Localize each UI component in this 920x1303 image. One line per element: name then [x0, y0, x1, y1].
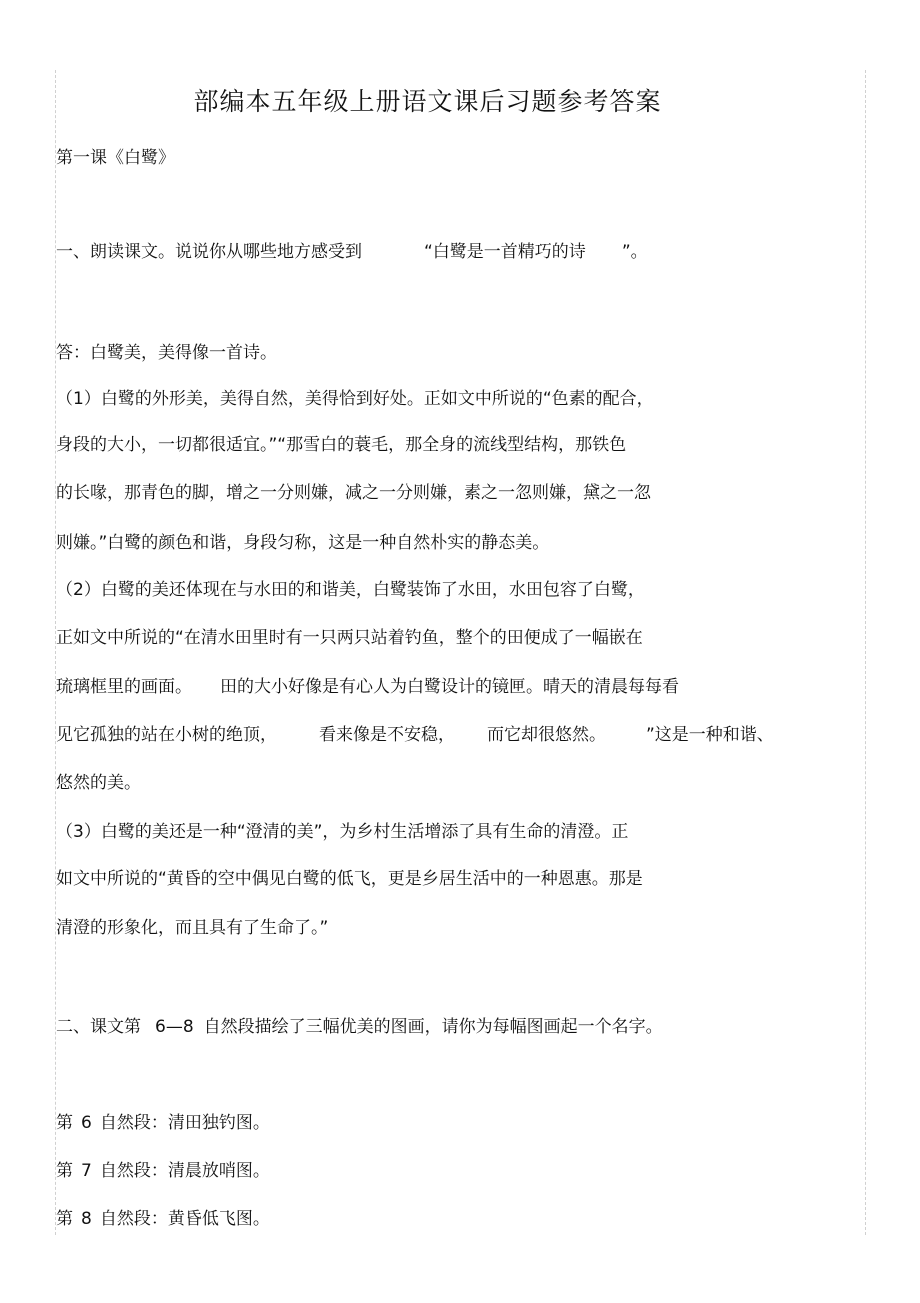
- answer-2-item: [56, 1207, 270, 1231]
- question-2-segment: 自然段描绘了三幅优美的图画，请你为每幅图画起一个名字。: [203, 1017, 663, 1037]
- paragraph-2-segment: 见它孤独的站在小树的绝顶，: [56, 725, 277, 745]
- answer-2-number: 8: [81, 1209, 92, 1229]
- answer-2-prefix: 第: [56, 1209, 73, 1229]
- answer-2-prefix: 第: [56, 1113, 73, 1133]
- lesson-heading: 第一课《白鹭》: [56, 148, 175, 168]
- paragraph-3-line: 如文中所说的“黄昏的空中偶见白鹭的低飞，更是乡居生活中的一种恩惠。那是: [56, 869, 643, 889]
- question-1-quote: “白鹭是一首精巧的诗: [424, 242, 586, 262]
- paragraph-2-line: 悠然的美。: [56, 773, 141, 793]
- question-2: [56, 1015, 663, 1039]
- question-2-range: 6—8: [155, 1017, 194, 1037]
- answer-2-text: 自然段：黄昏低飞图。: [99, 1209, 270, 1229]
- question-1: [56, 240, 648, 264]
- answer-2-prefix: 第: [56, 1161, 73, 1181]
- answer-2-number: 7: [81, 1161, 92, 1181]
- paragraph-1-line: 则嫌。”白鹭的颜色和谐，身段匀称，这是一种自然朴实的静态美。: [56, 533, 550, 553]
- answer-2-text: 自然段：清田独钓图。: [99, 1113, 270, 1133]
- paragraph-2-line: （2）白鹭的美还体现在与水田的和谐美，白鹭装饰了水田，水田包容了白鹭，: [56, 580, 645, 600]
- paragraph-2-segment: 田的大小好像是有心人为白鹭设计的镜匣。晴天的清晨每每看: [220, 677, 679, 697]
- paragraph-2-line: [56, 675, 679, 699]
- paragraph-2-segment: 琉璃框里的画面。: [56, 677, 192, 697]
- paragraph-3-line: （3）白鹭的美还是一种“澄清的美”，为乡村生活增添了具有生命的清澄。正: [56, 822, 629, 842]
- paragraph-1-line: 身段的大小，一切都很适宜。”“那雪白的蓑毛，那全身的流线型结构，那铁色: [56, 435, 627, 455]
- paragraph-2-segment: 看来像是不安稳，: [319, 725, 455, 745]
- question-1-text: 一、朗读课文。说说你从哪些地方感受到: [56, 242, 362, 262]
- paragraph-1-line: 的长喙，那青色的脚，增之一分则嫌，减之一分则嫌，素之一忽则嫌，黛之一忽: [56, 483, 651, 503]
- answer-2-text: 自然段：清晨放哨图。: [99, 1161, 270, 1181]
- question-2-segment: 二、课文第: [56, 1017, 141, 1037]
- answer-2-item: [56, 1111, 270, 1135]
- answer-2-item: [56, 1159, 270, 1183]
- answer-intro: 答：白鹭美，美得像一首诗。: [56, 343, 277, 363]
- document-title: 部编本五年级上册语文课后习题参考答案: [193, 87, 662, 116]
- paragraph-2-line: 正如文中所说的“在清水田里时有一只两只站着钓鱼，整个的田便成了一幅嵌在: [56, 628, 643, 648]
- answer-2-number: 6: [81, 1113, 92, 1133]
- paragraph-1-line: （1）白鹭的外形美，美得自然，美得恰到好处。正如文中所说的“色素的配合，: [56, 389, 654, 409]
- page-border-right: [865, 70, 866, 1235]
- paragraph-2-segment: ”这是一种和谐、: [646, 725, 774, 745]
- paragraph-3-line: 清澄的形象化，而且具有了生命了。”: [56, 918, 329, 938]
- paragraph-2-segment: 而它却很悠然。: [487, 725, 606, 745]
- question-1-end: ”。: [621, 242, 648, 262]
- paragraph-2-line: [56, 723, 774, 747]
